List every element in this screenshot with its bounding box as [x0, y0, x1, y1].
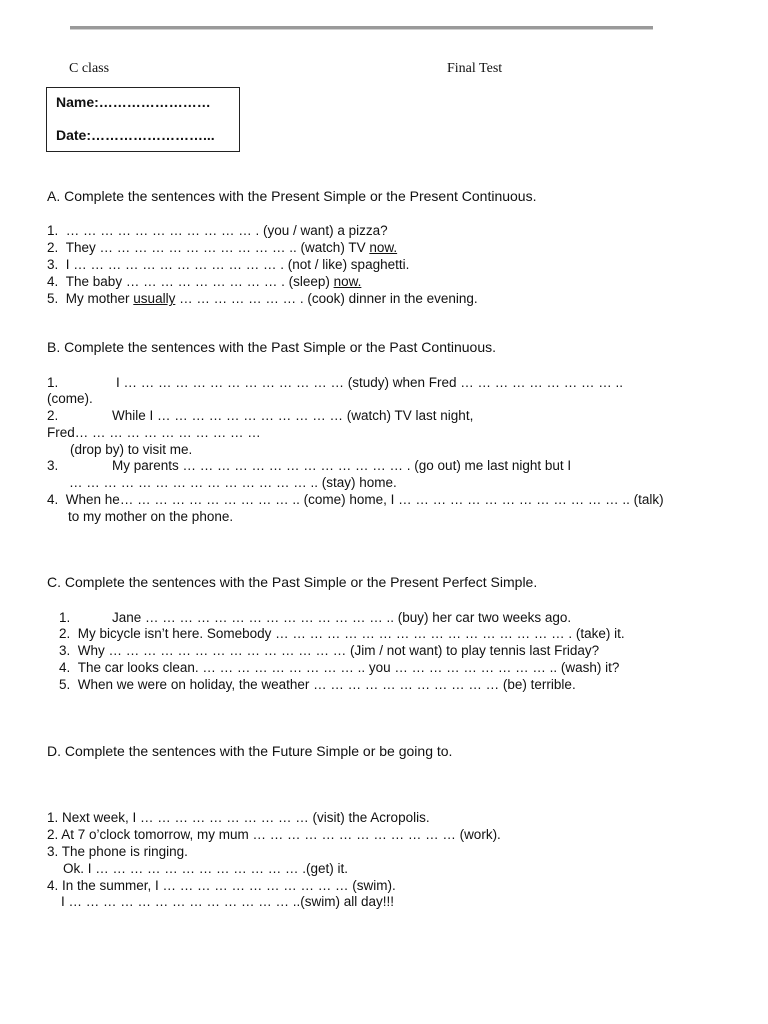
list-item: Ok. I … … … … … … … … … … … … .(get) it. — [63, 861, 349, 876]
name-date-box — [46, 87, 240, 152]
top-rule — [70, 26, 653, 30]
list-item: 1. I … … … … … … … … … … … … … (study) when Fred … … … … … … … … … .. — [47, 375, 624, 390]
list-item: 2. They … … … … … … … … … … … .. (watch) TV now. — [47, 240, 398, 255]
list-item: … … … … … … … … … … … … … … .. (stay) home. — [69, 475, 397, 490]
list-item: Fred… … … … … … … … … … … — [47, 425, 261, 440]
class-label: C class — [69, 61, 110, 76]
section-c-heading: C. Complete the sentences with the Past Simple or the Present Perfect Simple. — [47, 574, 538, 590]
list-item: 4. When he… … … … … … … … … … .. (come) home, I … … … … … … … … … … … … … .. (talk) — [47, 492, 664, 507]
list-item: (come). — [47, 391, 93, 406]
name-field[interactable]: Name:…………………… — [56, 94, 211, 110]
section-d-heading: D. Complete the sentences with the Future Simple or be going to. — [47, 743, 453, 759]
list-item: (drop by) to visit me. — [70, 442, 193, 457]
list-item: 2. At 7 o’clock tomorrow, my mum … … … … … … … … … … … … (work). — [47, 827, 501, 842]
list-item: to my mother on the phone. — [68, 509, 234, 524]
list-item: 4. The baby … … … … … … … … … . (sleep) now. — [47, 274, 362, 289]
list-item: 1. … … … … … … … … … … … . (you / want) a pizza? — [47, 223, 388, 238]
test-title: Final Test — [447, 61, 503, 76]
list-item: 3. My parents … … … … … … … … … … … … … . (go out) me last night but I — [47, 458, 572, 473]
list-item: 4. The car looks clean. … … … … … … … … … .. you … … … … … … … … … .. (wash) it? — [59, 660, 620, 675]
list-item: 4. In the summer, I … … … … … … … … … … … (swim). — [47, 878, 396, 893]
list-item: 2. While I … … … … … … … … … … … (watch) TV last night, — [47, 408, 474, 423]
list-item: 5. When we were on holiday, the weather … … … … … … … … … … … (be) terrible. — [59, 677, 576, 692]
list-item: 2. My bicycle isn’t here. Somebody … … … … … … … … … … … … … … … … … . (take) it. — [59, 626, 625, 641]
list-item: 1. Jane … … … … … … … … … … … … … … .. (buy) her car two weeks ago. — [59, 610, 572, 625]
list-item: 5. My mother usually … … … … … … … . (cook) dinner in the evening. — [47, 291, 478, 306]
list-item: 1. Next week, I … … … … … … … … … … (visit) the Acropolis. — [47, 810, 430, 825]
list-item: 3. Why … … … … … … … … … … … … … … (Jim / not want) to play tennis last Friday? — [59, 643, 600, 658]
list-item: I … … … … … … … … … … … … … ..(swim) all day!!! — [61, 894, 395, 909]
section-a-heading: A. Complete the sentences with the Present Simple or the Present Continuous. — [47, 188, 537, 204]
section-b-heading: B. Complete the sentences with the Past Simple or the Past Continuous. — [47, 339, 497, 355]
date-field[interactable]: Date:……………………... — [56, 127, 215, 143]
list-item: 3. I … … … … … … … … … … … … . (not / like) spaghetti. — [47, 257, 410, 272]
list-item: 3. The phone is ringing. — [47, 844, 188, 859]
